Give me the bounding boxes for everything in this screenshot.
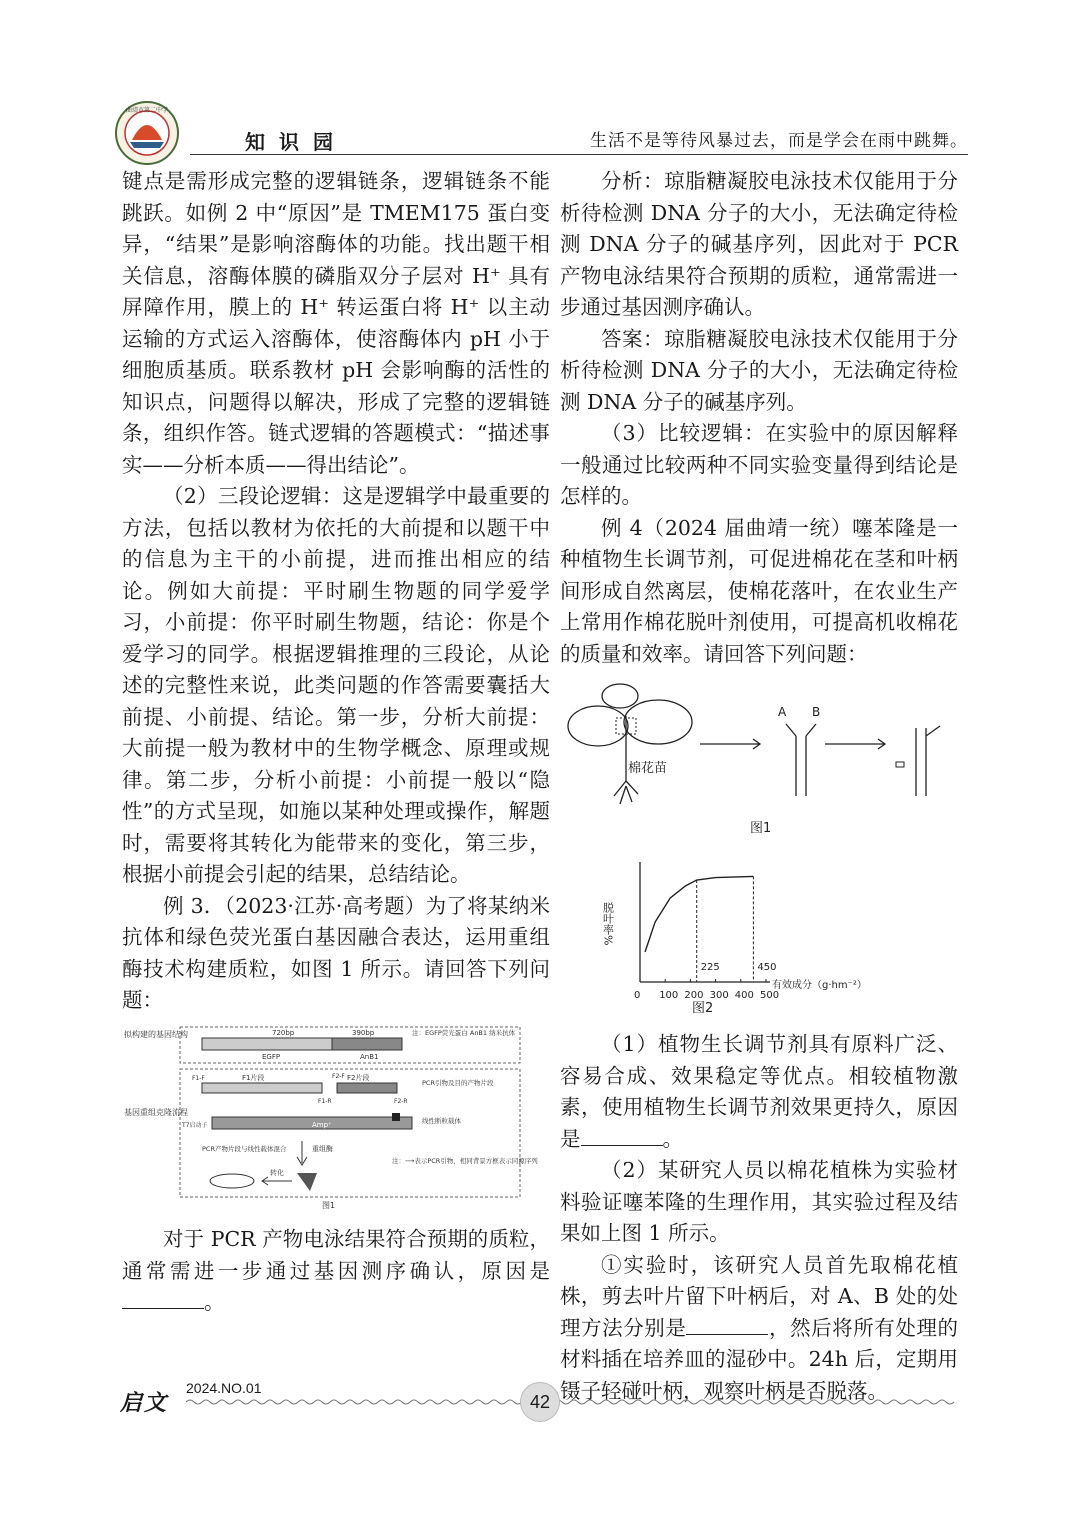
footer-issue: 2024.NO.01 (186, 1380, 262, 1396)
fig-label: PCR产物片段与线性载体混合 (202, 1144, 287, 1153)
fig-label: AnB1 (360, 1052, 379, 1061)
x-tick-label: 100 (659, 989, 679, 1001)
fig-label: F1-R (318, 1097, 332, 1105)
fig-label: F2-F (332, 1072, 345, 1080)
header-motto: 生活不是等待风暴过去，而是学会在雨中跳舞。 (590, 131, 968, 151)
answer-blank[interactable] (581, 1125, 663, 1146)
y-axis-label: 脱叶率% (601, 901, 615, 945)
paragraph-text: 对于 PCR 产物电泳结果符合预期的质粒，通常需进一步通过基因测序确认，原因是 (122, 1227, 550, 1283)
defoliation-chart (560, 852, 958, 1016)
paragraph-text: 。 (204, 1290, 225, 1314)
fig-label: 基因重组克隆流程 (124, 1107, 188, 1117)
header-rule (190, 154, 968, 155)
paragraph-text: 。 (662, 1126, 683, 1151)
figure-caption: 图1 (322, 1200, 336, 1210)
figure-caption: 图1 (750, 821, 772, 836)
paragraph-text: ，然后将所有处理的材料插在培养皿的湿砂中。24h 后，定期用镊子轻碰叶柄，观察叶柄是否脱落。 (560, 1315, 959, 1403)
fig-label: 720bp (272, 1028, 295, 1037)
paragraph (122, 1224, 550, 1319)
series-line (645, 876, 753, 952)
x-tick-label: 400 (734, 989, 754, 1001)
paragraph: （2）三段论逻辑：这是逻辑学中最重要的方法，包括以教材为依托的大前提和以题干中的信息为主干的小前提，进而推出相应的结论。例如大前提：平时刷生物题的同学爱学习，小前提：你平时刷生物题，结论：你是个爱学习的同学。根据逻辑推理的三段论，从论述的完整性来说，此类问题的作答需要囊括大前提、小前提、结论。第一步，分析大前提：大前提一般为教材中的生物学概念、原理或规律。第二步，分析小前提：小前提一般以“隐性”的方式呈现，如施以某种处理或操作，解题时，需要将其转化为能带来的变化，第三步，根据小前提会引起的结果，总结结论。 (122, 484, 550, 886)
logo-text: 曲靖市第二中学 (125, 107, 169, 114)
paragraph: 答案：琼脂糖凝胶电泳技术仅能用于分析待检测 DNA 分子的大小，无法确定待检测 DNA 分子的碱基序列。 (560, 326, 958, 414)
fig-label: Amp⁺ (312, 1120, 332, 1129)
fig-label: 转化 (270, 1168, 284, 1177)
cotton-seedling (568, 684, 692, 804)
label-a: A (778, 705, 787, 719)
footer-rule (186, 1398, 958, 1406)
footer-brand: 启文 (120, 1390, 169, 1416)
fig-label: F2片段 (347, 1073, 370, 1082)
x-tick-label: 500 (760, 989, 780, 1001)
paragraph: 分析：琼脂糖凝胶电泳技术仅能用于分析待检测 DNA 分子的大小，无法确定待检测 DNA 分子的碱基序列，因此对于 PCR 产物电泳结果符合预期的质粒，通常需进一步通过基因测序确认。 (560, 169, 958, 319)
x-tick-label: 300 (709, 989, 729, 1001)
school-logo (110, 100, 184, 166)
fig-label: F1片段 (242, 1073, 265, 1082)
fig-label: 线性断粒载体 (422, 1116, 461, 1125)
fig-label: EGFP (262, 1052, 281, 1061)
fig-label: 注：EGFP荧光蛋白 AnB1 纳米抗体 (412, 1028, 516, 1037)
fig-label: F1-F (192, 1074, 205, 1082)
paragraph: 例 3．（2023·江苏·高考题）为了将某纳米抗体和绿色荧光蛋白基因融合表达，运用重组酶技术构建质粒，如图 1 所示。请回答下列问题： (122, 893, 550, 1012)
paragraph-text: ①实验时，该研究人员首先取棉花植株，剪去叶片留下叶柄后，对 A、B 处的处理方法分别是 (560, 1252, 958, 1340)
x-axis-label: 有效成分（g·hm⁻²） (772, 979, 867, 991)
chart-caption: 图2 (692, 1000, 714, 1016)
paragraph: （2）某研究人员以棉花植株为实验材料验证噻苯隆的生理作用，其实验过程及结果如上图 1 所示。 (560, 1158, 958, 1245)
paragraph-text: （1）植物生长调节剂具有原料广泛、容易合成、效果稳定等优点。相较植物激素，使用植物生长调节剂效果更持久，原因是 (560, 1032, 958, 1151)
right-column (560, 166, 958, 1407)
figure-plasmid (122, 1023, 550, 1221)
x-tick-label: 0 (634, 989, 641, 1001)
paragraph (560, 1250, 958, 1408)
paragraph: 键点是需形成完整的逻辑链条，逻辑链条不能跳跃。如例 2 中“原因”是 TMEM175 蛋白变异，“结果”是影响溶酶体的功能。找出题干相关信息，溶酶体膜的磷脂双分子层对 H⁺ 具有屏障作用，膜上的 H⁺ 转运蛋白将 H⁺ 以主动运输的方式运入溶酶体，使溶酶体内 pH 小于细胞质基质。联系教材 pH 会影响酶的活性的知识点，问题得以解决，形成了完整的逻辑链条，组织作答。链式逻辑的答题模式：“描述事实——分析本质——得出结论”。 (122, 169, 550, 477)
paragraph: （3）比较逻辑：在实验中的原因解释一般通过比较两种不同实验变量得到结论是怎样的。 (560, 421, 958, 508)
answer-blank[interactable] (122, 1288, 204, 1309)
label-b: B (812, 705, 821, 719)
figure-chart (560, 852, 958, 1026)
fig-label: 拟构建的基因结构 (124, 1029, 188, 1039)
result-cutting (896, 726, 940, 796)
left-column (122, 166, 550, 1319)
paragraph: 例 4（2024 届曲靖一统）噻苯隆是一种植物生长调节剂，可促进棉花在茎和叶柄间形成自然离层，使棉花落叶，在农业生产上常用作棉花脱叶剂使用，可提高机收棉花的质量和效率。请回答下列问题： (560, 515, 958, 666)
fig-label: 390bp (352, 1028, 375, 1037)
fig-label: 重组酶 (312, 1144, 333, 1153)
fig-label: 注：⟶表示PCR引物，相同背景方框表示同源序列 (392, 1156, 538, 1165)
section-title: 知识园 (245, 130, 347, 154)
fig-label: PCR引物及目的产物片段 (422, 1078, 494, 1087)
annotation-label: 450 (757, 961, 777, 973)
plant-label: 棉花苗 (628, 761, 668, 776)
x-tick-label: 200 (684, 989, 704, 1001)
annotation-label: 225 (700, 961, 720, 973)
paragraph (560, 1029, 958, 1155)
petiole-cutting (778, 705, 820, 796)
fig-label: T7启动子 (182, 1121, 208, 1129)
page-number: 42 (520, 1382, 560, 1422)
answer-blank[interactable] (686, 1314, 768, 1335)
figure-cotton (560, 676, 958, 846)
fig-label: F2-R (394, 1097, 408, 1105)
